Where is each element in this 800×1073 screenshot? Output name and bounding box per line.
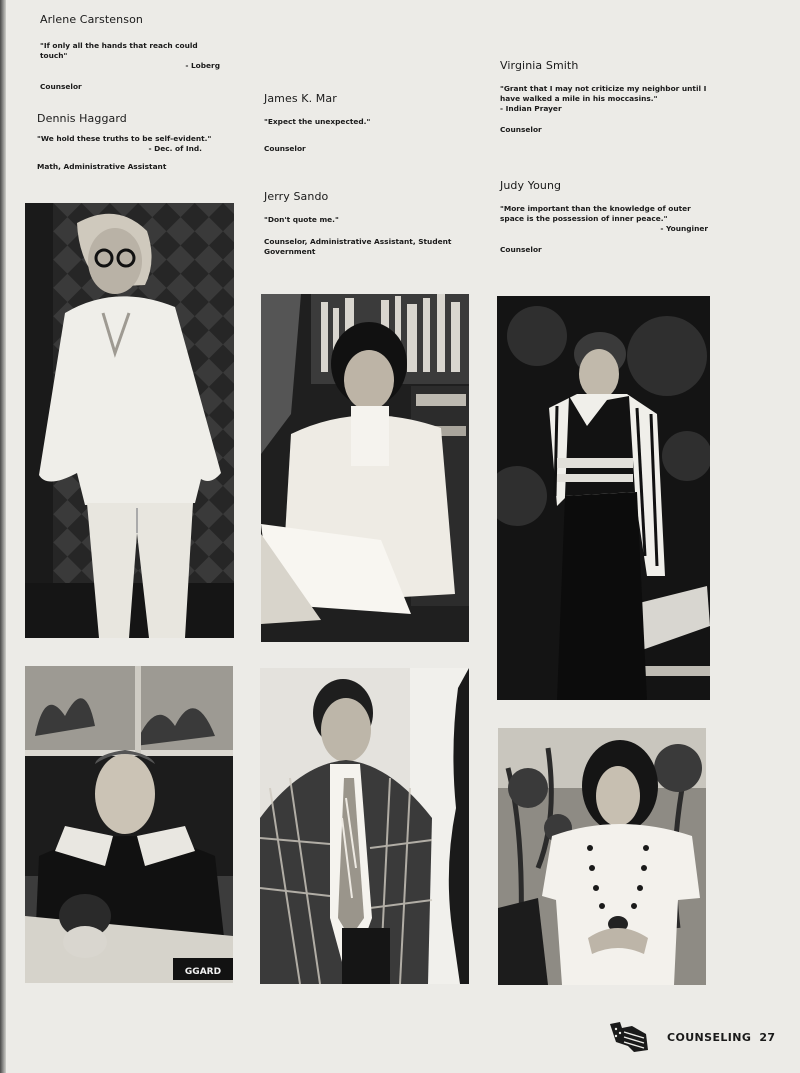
counselor-role: Counselor <box>500 244 542 254</box>
counselor-name: Dennis Haggard <box>37 112 127 125</box>
photo-james-mar <box>261 294 469 642</box>
counselor-role: Math, Administrative Assistant <box>37 161 167 171</box>
page-binding-edge <box>0 0 6 1073</box>
bio-virginia-smith <box>500 59 710 134</box>
counselor-role: Counselor <box>500 124 542 134</box>
quote-attribution: - Loberg <box>185 60 220 70</box>
bio-jerry-sando <box>264 190 462 256</box>
photo-dennis-haggard <box>25 666 233 983</box>
quote-attribution: - Indian Prayer <box>500 103 562 113</box>
counselor-quote: "We hold these truths to be self-evident." <box>37 134 212 143</box>
photo-judy-young <box>498 728 706 985</box>
photo-virginia-smith <box>497 296 710 700</box>
bio-arlene-carstenson <box>40 13 220 91</box>
counselor-name: Arlene Carstenson <box>40 13 143 26</box>
counselor-quote: "Don't quote me." <box>264 215 339 224</box>
section-title: COUNSELING <box>667 1031 752 1044</box>
quote-attribution: - Younginer <box>660 223 708 233</box>
photo-arlene-carstenson <box>25 203 234 638</box>
quote-attribution: - Dec. of Ind. <box>148 143 202 153</box>
flag-emblem-icon <box>608 1020 652 1056</box>
counselor-name: Virginia Smith <box>500 59 579 72</box>
counselor-quote: "Grant that I may not criticize my neighbor until I have walked a mile in his moccasins." <box>500 84 707 103</box>
counselor-role: Counselor <box>264 143 306 153</box>
counselor-name: Judy Young <box>500 179 562 192</box>
bio-dennis-haggard <box>37 112 217 172</box>
counselor-name: James K. Mar <box>264 92 337 105</box>
counselor-quote: "More important than the knowledge of outer space is the possession of inner peace." <box>500 204 691 223</box>
bio-james-mar <box>264 92 464 154</box>
counselor-role: Counselor, Administrative Assistant, Student Government <box>264 236 452 256</box>
counselor-role: Counselor <box>40 81 82 91</box>
page-footer <box>608 1020 776 1056</box>
counselor-name: Jerry Sando <box>264 190 329 203</box>
desk-name-plate: GGARD <box>184 967 222 977</box>
photo-jerry-sando <box>260 668 469 984</box>
counselor-quote: "Expect the unexpected." <box>264 117 371 126</box>
footer-label <box>667 1031 775 1044</box>
bio-judy-young <box>500 179 710 254</box>
counselor-quote: "If only all the hands that reach could touch" <box>40 41 198 60</box>
page-number: 27 <box>759 1031 776 1044</box>
